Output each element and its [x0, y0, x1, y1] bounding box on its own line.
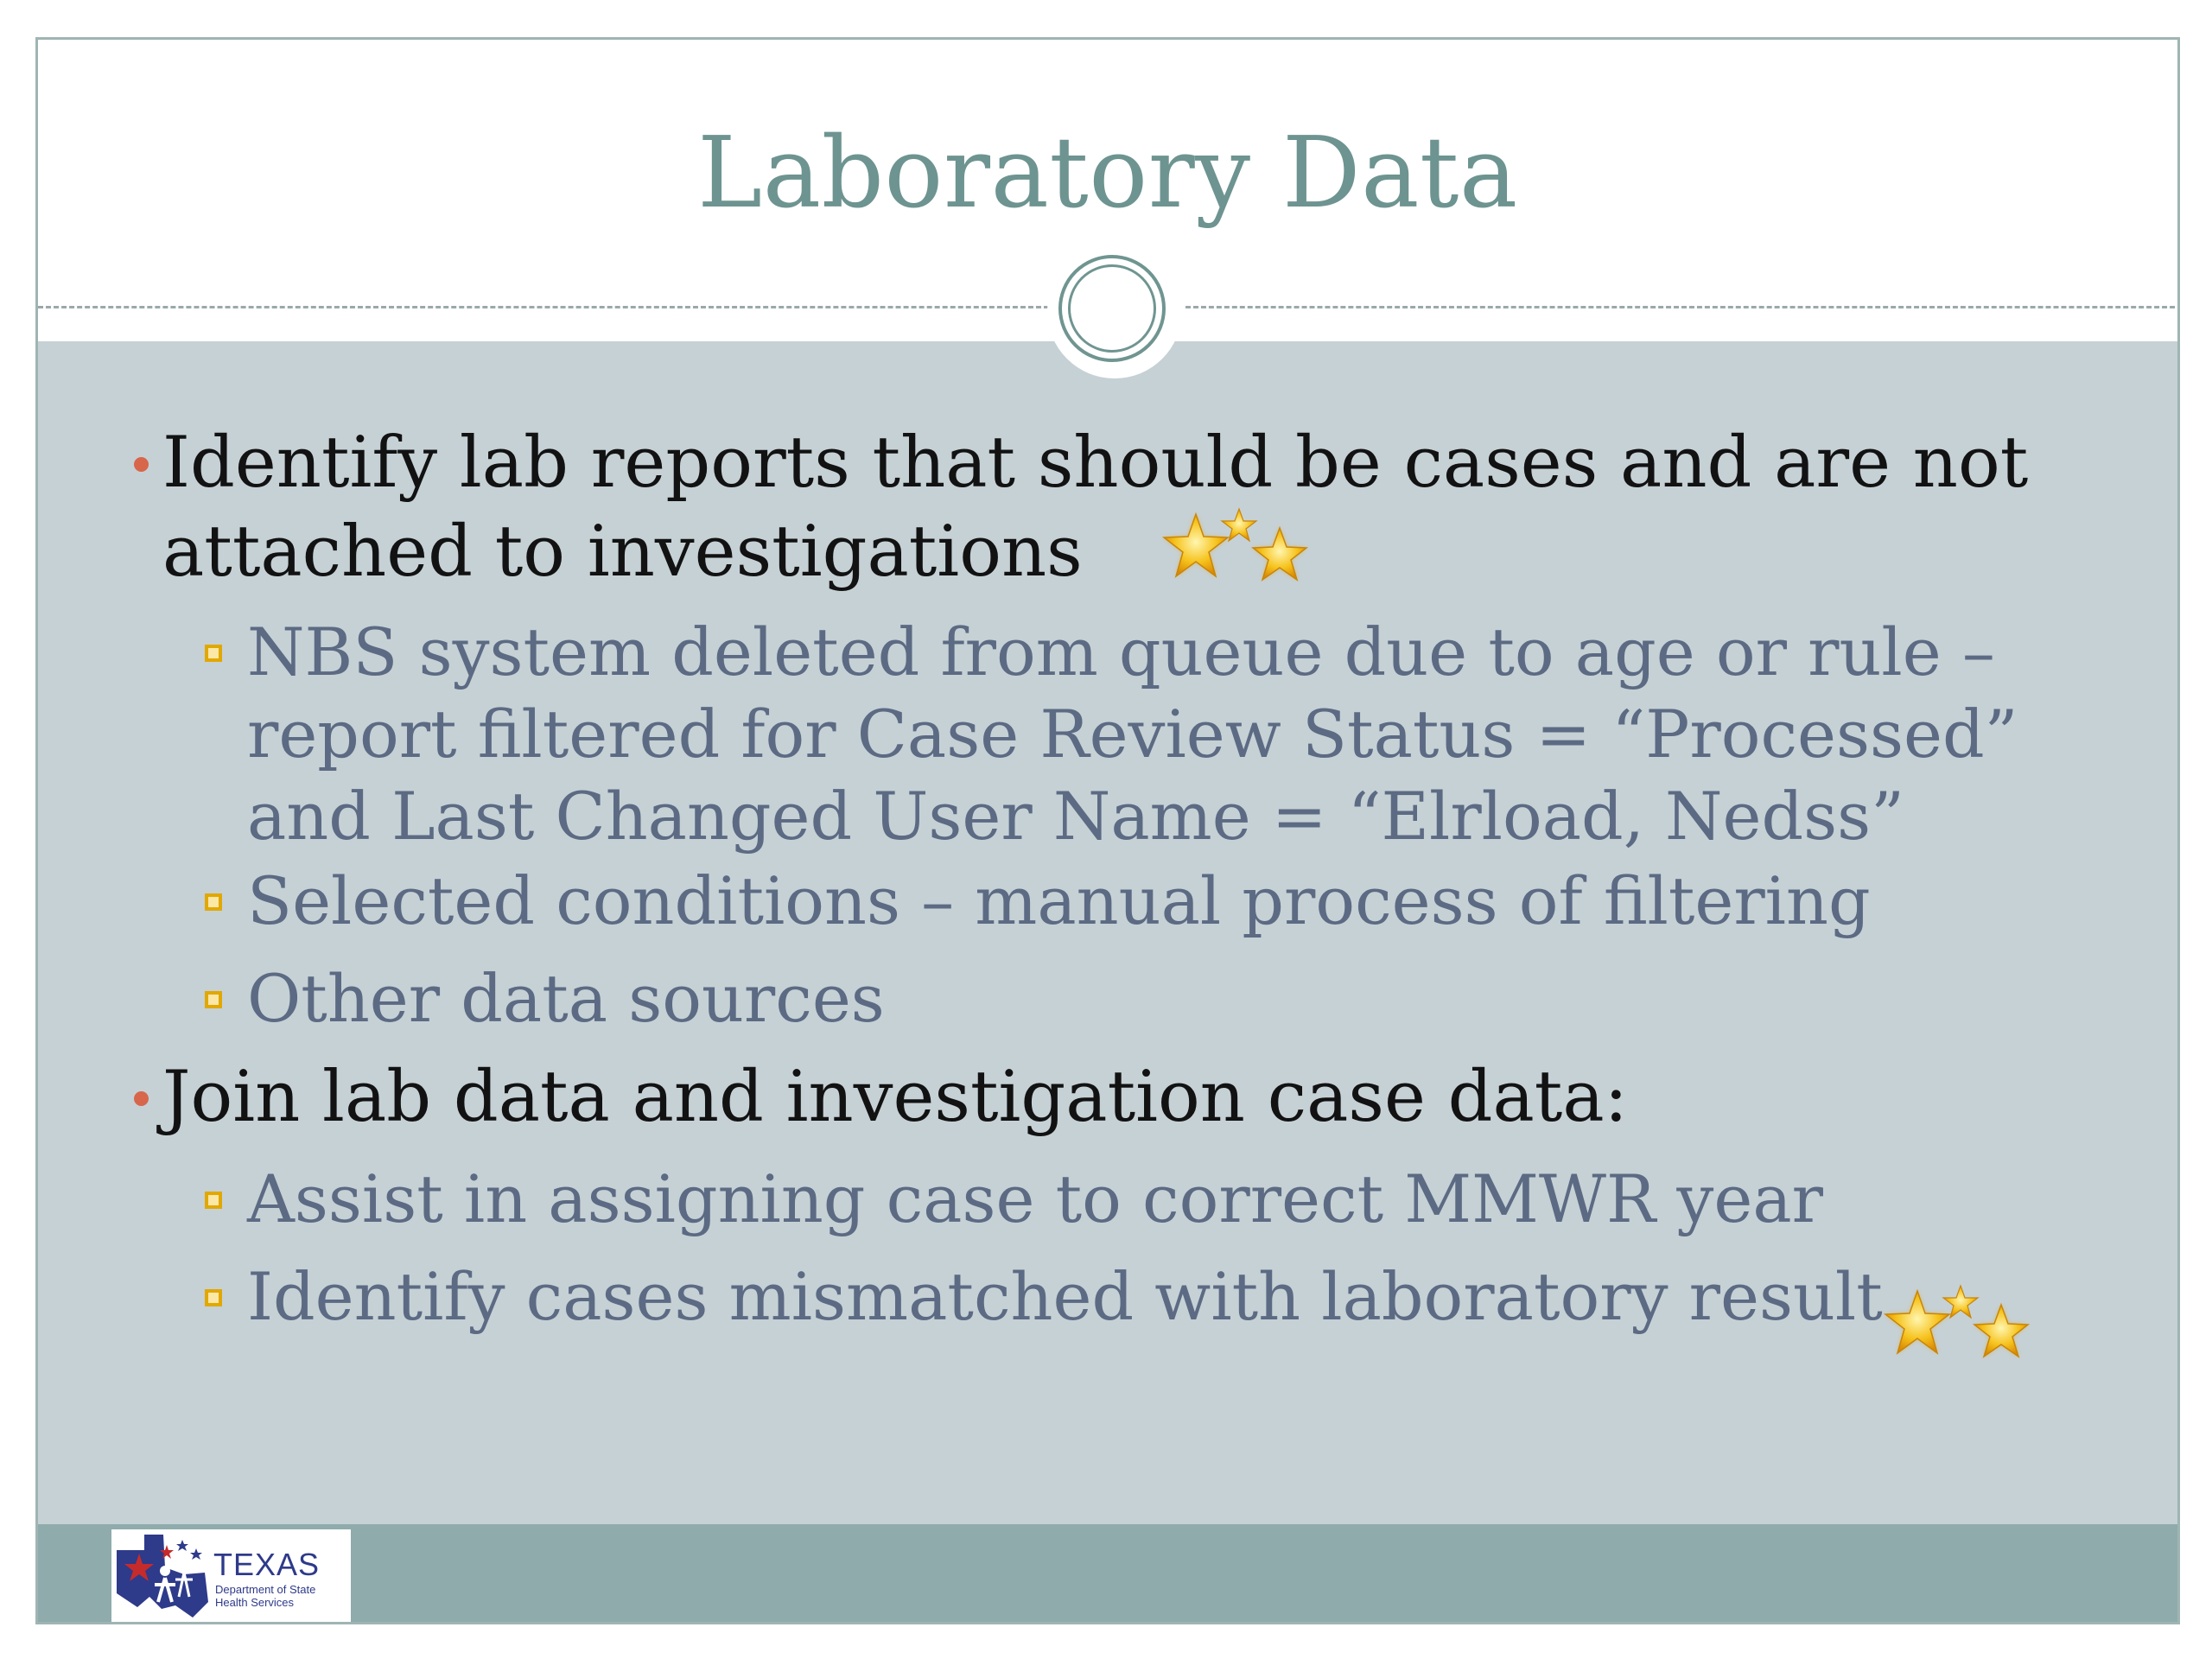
- sub-bullet-2-1: [247, 1158, 2088, 1240]
- bullet-2: [162, 1053, 2063, 1142]
- sub-bullet-1-2: [247, 860, 2088, 942]
- sub-bullet-1-1-text: NBS system deleted from queue due to age or rule – report filtered for Case Review Status = “Processed” and Last Changed User Name = “Elrload, Nedss”: [247, 613, 2018, 855]
- sub-bullet-marker: [205, 893, 222, 911]
- divider-ornament-inner-ring: [1068, 264, 1156, 353]
- bullet-2-text: Join lab data and investigation case data:: [162, 1057, 1628, 1138]
- sub-bullet-2-2: [247, 1255, 2088, 1338]
- bullet-dot: [134, 1091, 149, 1106]
- sub-bullet-2-2-text: Identify cases mismatched with laboratory result: [247, 1258, 1883, 1335]
- sub-bullet-1-3-text: Other data sources: [247, 960, 885, 1037]
- slide-footer: [38, 1524, 2177, 1624]
- divider-right: [1185, 306, 2180, 308]
- star-cluster-icon: [1835, 1279, 2043, 1372]
- sub-bullet-marker: [205, 991, 222, 1008]
- logo-name: TEXAS: [213, 1547, 321, 1582]
- star-cluster-icon: [1114, 502, 1321, 595]
- sub-bullet-1-2-text: Selected conditions – manual process of filtering: [247, 862, 1871, 939]
- slide-title: Laboratory Data: [697, 116, 1518, 230]
- logo-subtitle: Department of State Health Services: [215, 1583, 316, 1609]
- slide: [35, 37, 2180, 1624]
- sub-bullet-marker: [205, 1289, 222, 1306]
- sub-bullet-2-1-text: Assist in assigning case to correct MMWR year: [247, 1160, 1823, 1237]
- sub-bullet-marker: [205, 1192, 222, 1209]
- bullet-1-text: Identify lab reports that should be cases and are not attached to investigations: [162, 423, 2029, 593]
- texas-dshs-logo: [111, 1529, 351, 1623]
- bullet-dot: [134, 457, 149, 472]
- sub-bullet-1-3: [247, 957, 2088, 1039]
- sub-bullet-marker: [205, 645, 222, 662]
- texas-state-icon: [115, 1533, 212, 1619]
- divider-left: [38, 306, 1049, 308]
- bullet-1: [162, 419, 2063, 597]
- sub-bullet-1-1: [247, 611, 2088, 857]
